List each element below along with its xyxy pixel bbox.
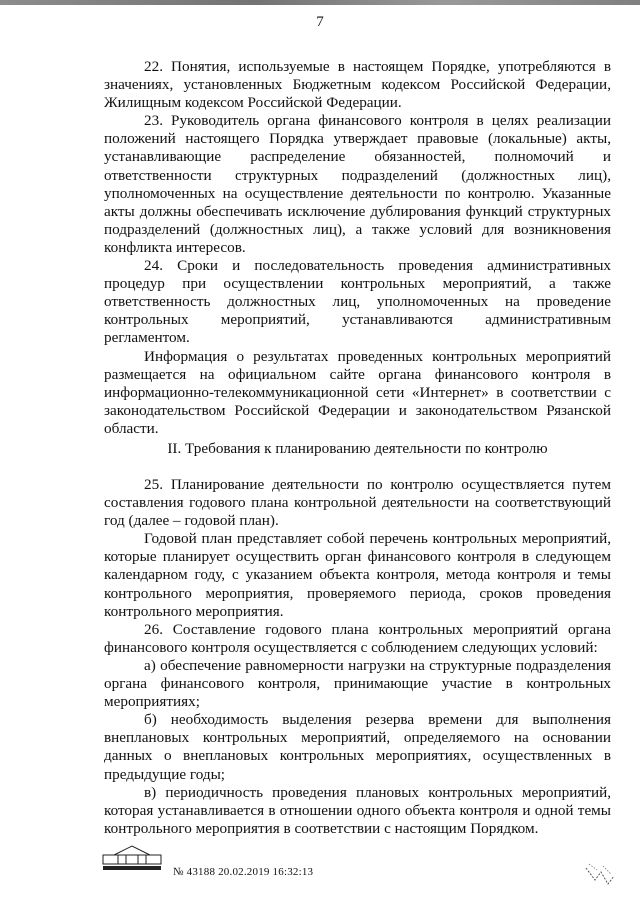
- paragraph-23: 23. Руководитель органа финансового контроля в целях реализации положений настоящего Порядка утверждает правовые (локальные) акты, устанавливающие распределение обязанностей, полномочий и ответственности структурных подразделений (должностных лиц), уполномоченных на осуществление деятельности по контролю. Указанные акты должны обеспечивать исключение дублирования функций структурных подразделений (должностных лиц), а также условий для возникновения конфликта интересов.: [104, 112, 611, 256]
- signature-mark: [583, 860, 617, 890]
- paragraph-26-a: а) обеспечение равномерности нагрузки на структурные подразделения органа финансового контроля, принимающие участие в контрольных мероприятиях;: [104, 656, 611, 711]
- paragraph-26: 26. Составление годового плана контрольных мероприятий органа финансового контроля осуществляется с соблюдением следующих условий:: [104, 620, 611, 656]
- section-heading: II. Требования к планированию деятельности по контролю: [167, 440, 548, 457]
- paragraph-24: 24. Сроки и последовательность проведения административных процедур при осуществлении контрольных мероприятий, а также ответственность должностных лиц, уполномоченных на проведение контрольных мероприятий, устанавливаются административным регламентом.: [104, 257, 611, 347]
- paragraph-26-b: б) необходимость выделения резерва времени для выполнения внеплановых контрольных мероприятий, определяемого на основании данных о внеплановых контрольных мероприятиях, осуществленных в предыдущие годы;: [104, 711, 611, 783]
- paragraph-26-v: в) периодичность проведения плановых контрольных мероприятий, которая устанавливается в отношении одного объекта контроля и одной темы контрольного мероприятия в соответствии с настоящим Порядком.: [104, 783, 611, 837]
- paragraph-22: 22. Понятия, используемые в настоящем Порядке, употребляются в значениях, установленных Бюджетным кодексом Российской Федерации, Жилищным кодексом Российской Федерации.: [104, 58, 611, 112]
- paragraph-annual-plan: Годовой план представляет собой перечень контрольных мероприятий, которые планирует осуществить орган финансового контроля в следующем календарном году, с указанием объекта контроля, метода контроля и темы контрольного мероприятия, проверяемого периода, сроков проведения контрольного мероприятия.: [104, 530, 611, 620]
- print-house-logo: [102, 843, 162, 871]
- document-body-section-2: [104, 476, 611, 838]
- document-body: [104, 58, 611, 438]
- paragraph-25: 25. Планирование деятельности по контролю осуществляется путем составления годового плана контрольной деятельности на соответствующий год (далее – годовой план).: [104, 476, 611, 530]
- scan-edge: [0, 0, 640, 5]
- document-stamp: № 43188 20.02.2019 16:32:13: [173, 866, 314, 878]
- paragraph-information: Информация о результатах проведенных контрольных мероприятий размещается на официальном сайте органа финансового контроля в информационно-телекоммуникационной сети «Интернет» в соответствии с законодательством Российской Федерации и законодательством Рязанской области.: [104, 347, 611, 437]
- page-number: 7: [316, 14, 324, 30]
